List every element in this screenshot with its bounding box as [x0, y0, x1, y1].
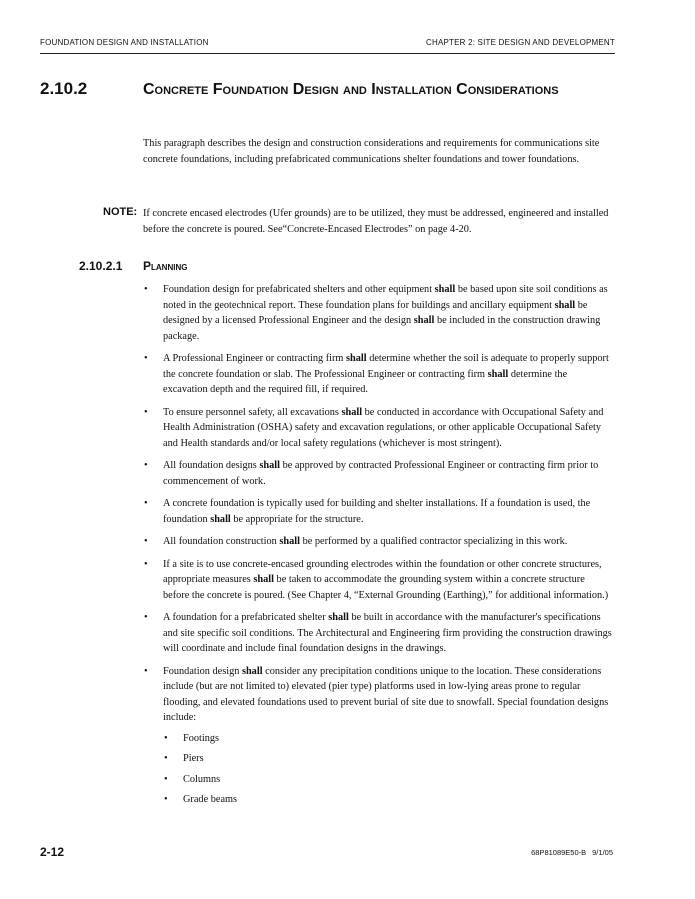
document-id	[531, 848, 613, 857]
subsection-title: Planning	[143, 259, 188, 273]
bullet-icon: •	[144, 558, 148, 570]
header-left-title: FOUNDATION DESIGN AND INSTALLATION	[40, 38, 209, 47]
list-item	[143, 534, 613, 550]
shall-emphasis: shall	[554, 299, 576, 311]
shall-emphasis: shall	[413, 315, 435, 326]
bullet-icon: •	[144, 612, 148, 623]
bullet-icon: •	[144, 665, 148, 677]
bullet-icon: •	[144, 353, 148, 364]
list-item	[143, 557, 613, 604]
list-item-text: be built in accordance with the manufacturer's specifications and site specific soil conditions. The Architectural and Engineering firm providing the construction drawings will coordinate and include final foundation designs in the drawings.	[163, 612, 612, 654]
foundation-types-list	[163, 731, 613, 808]
list-item-text: be designed by a licensed Professional Engineer and the design	[163, 299, 588, 326]
shall-emphasis: shall	[253, 574, 274, 585]
sub-list-item	[163, 731, 613, 747]
sub-list-item-text: Footings	[183, 732, 220, 744]
list-item-text: be approved by contracted Professional Engineer or contracting firm prior to commencement of work.	[163, 460, 599, 487]
bullet-icon: •	[144, 460, 148, 471]
bullet-icon: •	[144, 498, 148, 509]
page-number: 2-12	[40, 845, 65, 859]
bullet-icon: •	[144, 536, 148, 547]
list-item-text: determine whether the soil is adequate to properly support the concrete foundation or slab. The Professional Engineer or contracting firm	[163, 353, 609, 380]
list-item-text: be conducted in accordance with Occupational Safety and Health Administration (OSHA) safety and excavation regulations, or other applicable Occupational Safety and Health standards and/or local safety regulations (whichever is most stringent).	[163, 406, 604, 449]
list-item-text: Foundation design for prefabricated shelters and other equipment	[163, 284, 435, 295]
list-item-text: be based upon site soil conditions as noted in the geotechnical report. These foundation plans for buildings and ancillary equipment	[163, 284, 608, 311]
list-item-text: consider any precipitation conditions unique to the location. These considerations include (but are not limited to) elevated (pier type) platforms used in low-lying areas prone to regular flooding, and elevated foundations used to prevent burial of site due to snowfall. Special foundation designs include:	[163, 665, 609, 723]
list-item	[143, 496, 613, 527]
note-text: If concrete encased electrodes (Ufer grounds) are to be utilized, they must be addressed, engineered and installed before the concrete is poured. See“Concrete-Encased Electrodes” on page 4-20.	[143, 208, 609, 235]
sub-list-item	[163, 751, 613, 767]
bullet-icon: •	[144, 406, 148, 418]
document-number: 68P81089E50-B	[531, 848, 587, 857]
list-item-text: be included in the construction drawing package.	[163, 315, 601, 342]
shall-emphasis: shall	[328, 612, 349, 623]
note-label: NOTE:	[103, 206, 138, 218]
shall-emphasis: shall	[279, 536, 301, 547]
list-item-text: A foundation for a prefabricated shelter	[163, 612, 329, 623]
sub-list-item	[163, 772, 613, 788]
list-item	[143, 664, 613, 808]
requirements-list	[143, 282, 613, 815]
shall-emphasis: shall	[259, 460, 280, 471]
sub-list-item	[163, 792, 613, 808]
bullet-icon: •	[164, 773, 168, 785]
list-item-text: be performed by a qualified contractor specializing in this work.	[300, 536, 568, 547]
list-item-text: determine the excavation depth and the required fill, if required.	[163, 368, 568, 395]
document-date: 9/1/05	[592, 848, 613, 857]
sub-list-item-text: Columns	[183, 773, 221, 785]
list-item-text: be taken to accommodate the grounding system within a concrete structure before the concrete is poured. (See Chapter 4, “External Grounding (Earthing),” for additional information.)	[163, 574, 609, 601]
list-item-text: All foundation designs	[163, 460, 260, 471]
shall-emphasis: shall	[487, 368, 509, 380]
list-item	[143, 405, 613, 452]
shall-emphasis: shall	[341, 406, 363, 418]
sub-list-item-text: Grade beams	[183, 794, 238, 805]
list-item-text: All foundation construction	[163, 536, 280, 547]
list-item-text: A Professional Engineer or contracting firm	[163, 353, 347, 364]
shall-emphasis: shall	[346, 353, 367, 364]
section-number: 2.10.2	[40, 79, 88, 98]
intro-paragraph: This paragraph describes the design and construction considerations and requirements for communications site concrete foundations, including prefabricated communications shelter foundations and tower foundations.	[143, 138, 600, 165]
section-title: Concrete Foundation Design and Installation Considerations	[143, 81, 559, 98]
list-item	[143, 458, 613, 489]
list-item	[143, 282, 613, 344]
shall-emphasis: shall	[210, 513, 231, 525]
bullet-icon: •	[164, 732, 168, 744]
bullet-icon: •	[164, 794, 168, 805]
subsection-number: 2.10.2.1	[79, 259, 123, 273]
list-item-text: To ensure personnel safety, all excavations	[163, 406, 342, 418]
list-item-text: be appropriate for the structure.	[230, 513, 364, 525]
running-header	[40, 37, 615, 54]
list-item	[143, 351, 613, 398]
list-item-text: Foundation design	[163, 665, 242, 677]
list-item	[143, 610, 613, 657]
shall-emphasis: shall	[434, 284, 456, 295]
sub-list-item-text: Piers	[183, 753, 204, 764]
shall-emphasis: shall	[241, 665, 263, 677]
list-item-text: A concrete foundation is typically used for building and shelter installations. If a foundation is used, the foundation	[163, 498, 591, 525]
bullet-icon: •	[144, 284, 148, 295]
header-right-title: CHAPTER 2: SITE DESIGN AND DEVELOPMENT	[426, 38, 615, 47]
list-item-text: If a site is to use concrete-encased grounding electrodes within the foundation or other concrete structures, appropriate measures	[163, 558, 602, 585]
bullet-icon: •	[164, 753, 168, 764]
